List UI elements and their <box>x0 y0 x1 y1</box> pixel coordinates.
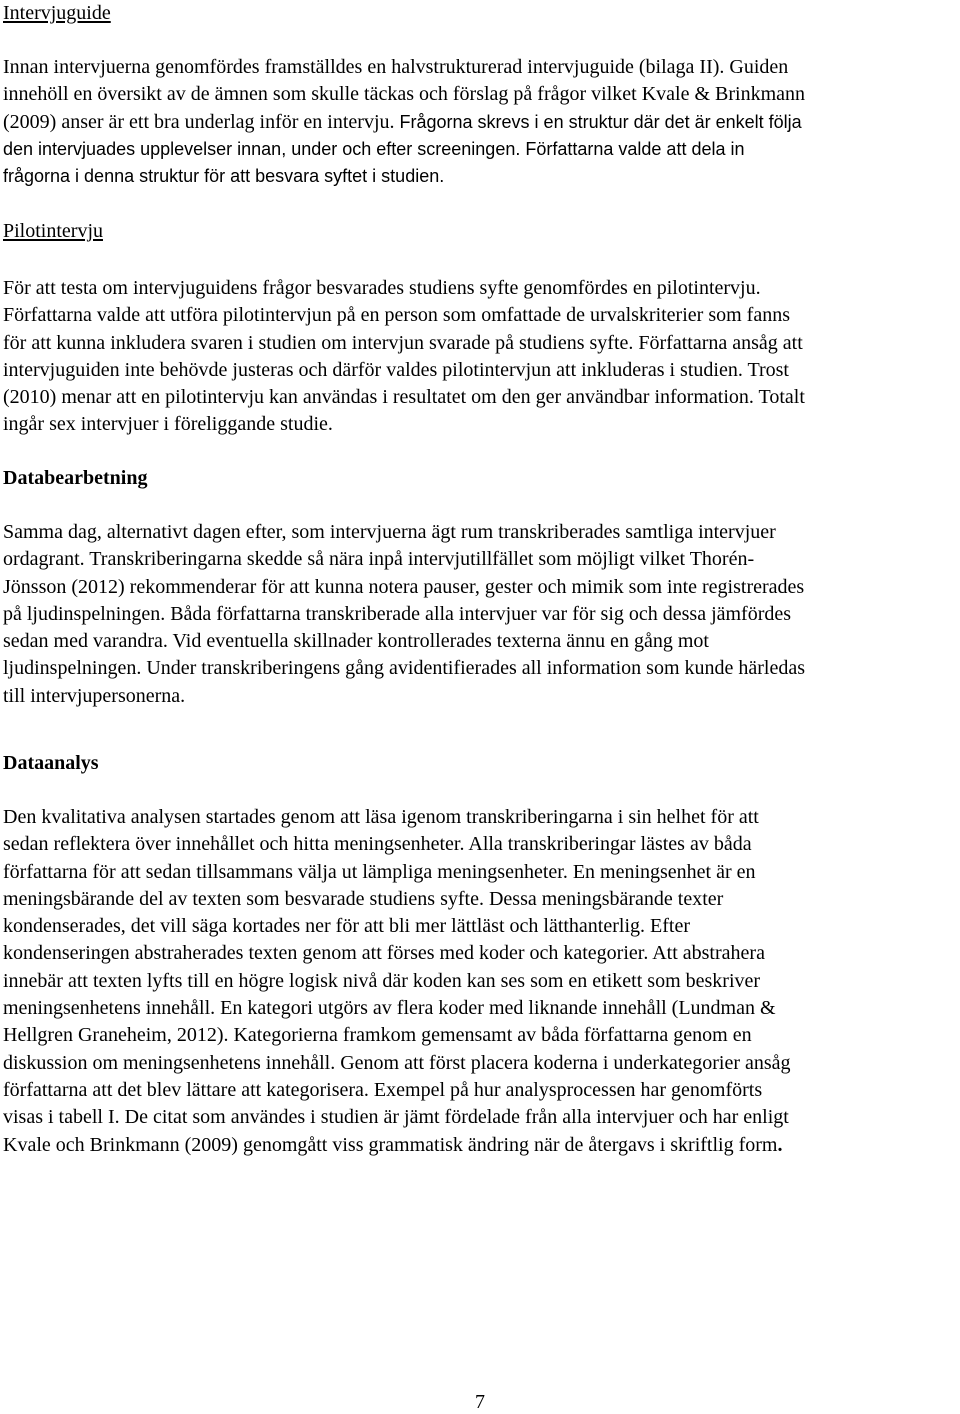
text-line: meningsenhetens innehåll. En kategori utgörs av flera koder med liknande innehåll (Lundman & <box>3 997 776 1020</box>
text-line: författarna för att sedan tillsammans välja ut lämpliga meningsenheter. En meningsenhet är en <box>3 860 756 883</box>
text-line: Hellgren Graneheim, 2012). Kategorierna framkom gemensamt av båda författarna genom en <box>3 1024 752 1047</box>
text-line: intervjuguiden inte behövde justeras och därför valdes pilotintervjun att inkluderas i studien. Trost <box>3 358 789 381</box>
text-fragment-sans: Frågorna skrevs i en struktur där det är enkelt följa <box>399 111 802 132</box>
heading-intervjuguide: Intervjuguide <box>3 2 111 24</box>
text-line <box>3 109 958 136</box>
paragraph-intervjuguide <box>3 54 958 190</box>
heading-pilotintervju: Pilotintervju <box>3 220 103 242</box>
text-line: ljudinspelningen. Under transkriberingens gång avidentifierades all information som kunde härledas <box>3 657 806 680</box>
text-line: Jönsson (2012) rekommenderar för att kunna notera pauser, gester och mimik som inte registrerades <box>3 575 805 598</box>
heading-dataanalys: Dataanalys <box>3 752 99 774</box>
text-line: För att testa om intervjuguidens frågor besvarades studiens syfte genomfördes en pilotintervju. <box>3 277 761 299</box>
text-line: för att kunna inkludera svaren i studien om intervjun svarade på studiens syfte. Författarna ansåg att <box>3 331 803 354</box>
text-line: Samma dag, alternativt dagen efter, som intervjuerna ägt rum transkriberades samtliga intervjuer <box>3 521 776 543</box>
text-line: Den kvalitativa analysen startades genom att läsa igenom transkriberingarna i sin helhet för att <box>3 806 759 828</box>
text-line: innebär att texten lyfts till en högre logisk nivå där koden kan ses som en etikett som beskriver <box>3 969 761 992</box>
text-line: på ljudinspelningen. Båda författarna transkriberade alla intervjuer var för sig och dessa jämfördes <box>3 602 792 625</box>
text-line: kondenseringen abstraherades texten genom att förses med koder och kategorier. Att abstrahera <box>3 942 765 965</box>
paragraph-pilotintervju <box>3 275 958 439</box>
text-line: meningsbärande del av texten som besvarade studiens syfte. Dessa meningsbärande texter <box>3 887 724 910</box>
text-line: (2010) menar att en pilotintervju kan användas i resultatet om den ger användbar information. Totalt <box>3 386 805 409</box>
text-line: ordagrant. Transkriberingarna skedde så nära inpå intervjutillfället som möjligt vilket Thorén- <box>3 548 755 571</box>
text-line: ingår sex intervjuer i föreliggande studie. <box>3 413 333 436</box>
text-fragment: Kvale och Brinkmann (2009) genomgått viss grammatisk ändring när de återgavs i skriftlig form <box>3 1133 778 1156</box>
text-line: till intervjupersonerna. <box>3 684 186 707</box>
text-line: innehöll en översikt av de ämnen som skulle täckas och förslag på frågor vilket Kvale & Brinkmann <box>3 83 806 106</box>
text-line <box>3 1132 958 1159</box>
text-line <box>3 136 958 163</box>
paragraph-databearbetning <box>3 519 958 710</box>
text-line: Författarna valde att utföra pilotintervjun på en person som omfattade de urvalskriterier som fanns <box>3 304 790 327</box>
paragraph-dataanalys <box>3 804 958 1159</box>
text-line: diskussion om meningsenhetens innehåll. Genom att först placera koderna i underkategorier ansåg <box>3 1051 791 1074</box>
final-period: . <box>777 1133 783 1156</box>
text-fragment-sans: Författarna valde att dela in <box>525 138 745 159</box>
text-line: sedan med varandra. Vid eventuella skillnader kontrollerades texterna ännu en gång mot <box>3 630 709 653</box>
text-line: Innan intervjuerna genomfördes framställdes en halvstrukturerad intervjuguide (bilaga II). Guiden <box>3 56 789 78</box>
text-line: författarna att det blev lättare att kategorisera. Exempel på hur analysprocessen har genomförts <box>3 1078 763 1101</box>
text-line: sedan reflektera över innehållet och hitta meningsenheter. Alla transkriberingar lästes av båda <box>3 833 752 856</box>
heading-databearbetning: Databearbetning <box>3 467 148 489</box>
text-line: frågorna i denna struktur för att besvara syftet i studien. <box>3 166 445 187</box>
text-fragment: (2009) anser är ett bra underlag inför en intervju. <box>3 110 395 133</box>
text-line: kondenserades, det vill säga kortades ner för att bli mer lättläst och lätthanterlig. Efter <box>3 915 690 938</box>
text-fragment-sans: den intervjuades upplevelser innan, under och efter screeningen. <box>3 138 521 159</box>
page-number: 7 <box>475 1391 485 1413</box>
text-line: visas i tabell I. De citat som användes i studien är jämt fördelade från alla intervjuer och har enligt <box>3 1106 789 1129</box>
